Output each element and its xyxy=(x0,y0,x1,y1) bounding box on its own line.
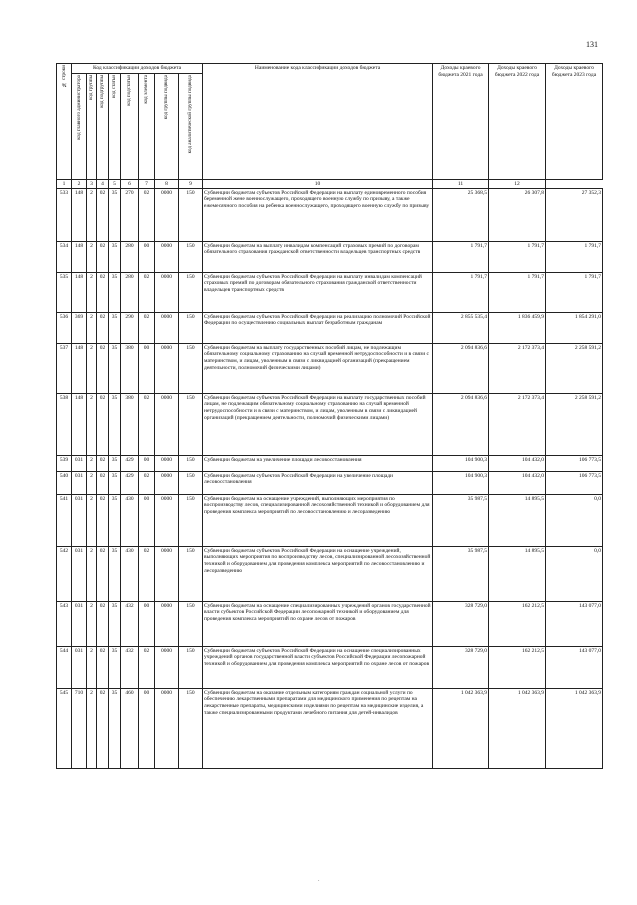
value-2021: 35 987,5 xyxy=(433,495,489,547)
row-number: 537 xyxy=(57,344,72,394)
value-2022: 162 212,5 xyxy=(489,647,546,689)
revenue-name: Субвенции бюджетам субъектов Российской Федерации на оснащение специализированных учреждений органов государственной власти субъектов Российской Федерации лесопожарной техникой и оборудованием для проведения комплекса мероприятий по охране лесов от пожаров xyxy=(203,647,433,689)
row-number: 544 xyxy=(57,647,72,689)
code-analytic-group: 150 xyxy=(179,394,203,456)
code-group: 2 xyxy=(87,689,97,769)
code-admin: 031 xyxy=(72,456,87,472)
code-admin: 031 xyxy=(72,602,87,647)
col-number: 2 xyxy=(72,180,87,189)
code-admin: 148 xyxy=(72,242,87,273)
code-analytic-group: 150 xyxy=(179,242,203,273)
code-subtype-group: 0000 xyxy=(155,472,179,495)
header-year-2021: Доходы краевого бюджета 2021 года xyxy=(433,64,489,180)
code-element: 00 xyxy=(139,689,155,769)
budget-revenue-table xyxy=(56,63,603,769)
code-subarticle: 380 xyxy=(121,344,139,394)
code-analytic-group: 150 xyxy=(179,495,203,547)
col-number: 11 xyxy=(433,180,489,189)
code-article: 35 xyxy=(109,547,121,602)
row-number: 534 xyxy=(57,242,72,273)
code-analytic-group: 150 xyxy=(179,547,203,602)
row-number: 538 xyxy=(57,394,72,456)
code-article: 35 xyxy=(109,242,121,273)
revenue-name: Субвенции бюджетам на выплату государственных пособий лицам, не подлежащим обязательному социальному страхованию на случай временной нетрудоспособности и в связи с материнством, и лицам, уволенным в связи с ликвидацией организаций (прекращением деятельности, полномочий физическими лицами) xyxy=(203,344,433,394)
code-subtype-group: 0000 xyxy=(155,313,179,344)
revenue-name: Субвенции бюджетам субъектов Российской Федерации на реализацию полномочий Российской Федерации по осуществлению социальных выплат безработным гражданам xyxy=(203,313,433,344)
code-subgroup: 02 xyxy=(97,394,109,456)
code-article: 35 xyxy=(109,647,121,689)
code-article: 35 xyxy=(109,344,121,394)
value-2022: 1 791,7 xyxy=(489,273,546,313)
col-number: 4 xyxy=(97,180,109,189)
code-group: 2 xyxy=(87,344,97,394)
col-number: 5 xyxy=(109,180,121,189)
code-element: 00 xyxy=(139,456,155,472)
code-group: 2 xyxy=(87,313,97,344)
value-2021: 2 855 535,4 xyxy=(433,313,489,344)
value-2023: 2 258 591,2 xyxy=(546,344,603,394)
code-group: 2 xyxy=(87,547,97,602)
value-2022: 162 212,5 xyxy=(489,602,546,647)
code-group: 2 xyxy=(87,242,97,273)
code-article: 35 xyxy=(109,456,121,472)
value-2021: 2 094 836,6 xyxy=(433,344,489,394)
value-2021: 1 791,7 xyxy=(433,242,489,273)
code-article: 35 xyxy=(109,472,121,495)
row-number: 533 xyxy=(57,189,72,242)
row-number: 541 xyxy=(57,495,72,547)
code-article: 35 xyxy=(109,273,121,313)
code-article: 35 xyxy=(109,689,121,769)
code-group: 2 xyxy=(87,495,97,547)
value-2023: 0,0 xyxy=(546,547,603,602)
code-element: 00 xyxy=(139,495,155,547)
code-admin: 710 xyxy=(72,689,87,769)
value-2022: 1 836 459,9 xyxy=(489,313,546,344)
code-element: 00 xyxy=(139,602,155,647)
code-subarticle: 429 xyxy=(121,472,139,495)
code-article: 35 xyxy=(109,495,121,547)
value-2022: 104 432,0 xyxy=(489,456,546,472)
code-group: 2 xyxy=(87,472,97,495)
header-code-group: Код классификации доходов бюджета xyxy=(72,64,203,74)
table-row xyxy=(57,313,603,344)
value-2021: 1 042 363,9 xyxy=(433,689,489,769)
value-2022: 14 895,5 xyxy=(489,495,546,547)
value-2022: 26 307,8 xyxy=(489,189,546,242)
col-number: 9 xyxy=(179,180,203,189)
code-subarticle: 380 xyxy=(121,394,139,456)
code-subgroup: 02 xyxy=(97,602,109,647)
row-number: 536 xyxy=(57,313,72,344)
value-2021: 25 368,5 xyxy=(433,189,489,242)
col-number: 10 xyxy=(203,180,433,189)
code-analytic-group: 150 xyxy=(179,647,203,689)
code-element: 02 xyxy=(139,647,155,689)
value-2023: 106 773,5 xyxy=(546,472,603,495)
col-number: 1 xyxy=(57,180,72,189)
table-row xyxy=(57,344,603,394)
header-code-element: код элемента xyxy=(139,74,155,180)
code-admin: 031 xyxy=(72,495,87,547)
value-2023: 143 077,0 xyxy=(546,647,603,689)
col-number: 7 xyxy=(139,180,155,189)
value-2023: 27 352,3 xyxy=(546,189,603,242)
revenue-name: Субвенции бюджетам субъектов Российской Федерации на выплату единовременного пособия беременной жене военнослужащего, проходящего военную службу по призыву, а также ежемесячного пособия на ребенка военнослужащего, проходящего военную службу по призыву xyxy=(203,189,433,242)
header-code-subarticle: код подстатьи xyxy=(121,74,139,180)
code-subtype-group: 0000 xyxy=(155,647,179,689)
code-subarticle: 270 xyxy=(121,189,139,242)
code-subarticle: 432 xyxy=(121,647,139,689)
table-row xyxy=(57,472,603,495)
column-number-row xyxy=(57,180,603,189)
header-code-analytic-group: код аналитической группы подвида xyxy=(179,74,203,180)
code-element: 02 xyxy=(139,189,155,242)
table-row xyxy=(57,242,603,273)
code-subarticle: 280 xyxy=(121,273,139,313)
code-subtype-group: 0000 xyxy=(155,689,179,769)
value-2022: 2 172 373,4 xyxy=(489,394,546,456)
col-number: 12 xyxy=(489,180,546,189)
revenue-name: Субвенции бюджетам на выплату инвалидам компенсаций страховых премий по договорам обязательного страхования гражданской ответственности владельцев транспортных средств xyxy=(203,242,433,273)
code-subgroup: 02 xyxy=(97,472,109,495)
code-analytic-group: 150 xyxy=(179,313,203,344)
code-group: 2 xyxy=(87,647,97,689)
value-2023: 1 791,7 xyxy=(546,273,603,313)
col-number: 6 xyxy=(121,180,139,189)
table-row xyxy=(57,689,603,769)
code-element: 02 xyxy=(139,313,155,344)
table-row xyxy=(57,495,603,547)
revenue-name: Субвенции бюджетам на увеличение площади лесовосстановления xyxy=(203,456,433,472)
code-admin: 369 xyxy=(72,313,87,344)
code-admin: 148 xyxy=(72,394,87,456)
code-subarticle: 429 xyxy=(121,456,139,472)
code-element: 02 xyxy=(139,547,155,602)
code-element: 00 xyxy=(139,344,155,394)
value-2021: 328 729,0 xyxy=(433,647,489,689)
code-admin: 031 xyxy=(72,647,87,689)
table-row xyxy=(57,547,603,602)
col-number: 3 xyxy=(87,180,97,189)
header-code-admin: код главного администратора xyxy=(72,74,87,180)
revenue-name: Субвенции бюджетам на оснащение учреждений, выполняющих мероприятия по воспроизводству лесов, специализированной лесохозяйственной техникой и оборудованием для проведения комплекса мероприятий по лесовосстановлению и лесоразведению xyxy=(203,495,433,547)
table-row xyxy=(57,273,603,313)
value-2021: 104 900,3 xyxy=(433,456,489,472)
row-number: 543 xyxy=(57,602,72,647)
code-subgroup: 02 xyxy=(97,547,109,602)
page-mark: . xyxy=(318,877,320,883)
table-row xyxy=(57,189,603,242)
table-row xyxy=(57,456,603,472)
code-subgroup: 02 xyxy=(97,273,109,313)
row-number: 545 xyxy=(57,689,72,769)
code-subgroup: 02 xyxy=(97,313,109,344)
value-2022: 104 432,0 xyxy=(489,472,546,495)
code-subtype-group: 0000 xyxy=(155,495,179,547)
code-analytic-group: 150 xyxy=(179,456,203,472)
value-2022: 2 172 373,4 xyxy=(489,344,546,394)
code-analytic-group: 150 xyxy=(179,273,203,313)
value-2023: 106 773,5 xyxy=(546,456,603,472)
row-number: 542 xyxy=(57,547,72,602)
code-subarticle: 290 xyxy=(121,313,139,344)
revenue-name: Субвенции бюджетам субъектов Российской Федерации на выплату инвалидам компенсаций страховых премий по договорам обязательного страхования гражданской ответственности владельцев транспортных средств xyxy=(203,273,433,313)
value-2021: 35 987,5 xyxy=(433,547,489,602)
header-year-2023: Доходы краевого бюджета 2023 года xyxy=(546,64,603,180)
value-2021: 2 094 836,6 xyxy=(433,394,489,456)
value-2021: 1 791,7 xyxy=(433,273,489,313)
code-admin: 148 xyxy=(72,189,87,242)
table-row xyxy=(57,647,603,689)
code-group: 2 xyxy=(87,189,97,242)
code-subarticle: 430 xyxy=(121,547,139,602)
code-subgroup: 02 xyxy=(97,242,109,273)
code-subgroup: 02 xyxy=(97,189,109,242)
value-2022: 1 791,7 xyxy=(489,242,546,273)
code-subarticle: 432 xyxy=(121,602,139,647)
value-2023: 2 258 591,2 xyxy=(546,394,603,456)
code-subtype-group: 0000 xyxy=(155,394,179,456)
code-subgroup: 02 xyxy=(97,689,109,769)
code-element: 02 xyxy=(139,273,155,313)
code-article: 35 xyxy=(109,602,121,647)
code-group: 2 xyxy=(87,394,97,456)
header-row-number: № строки xyxy=(57,64,72,180)
revenue-name: Субвенции бюджетам на оказание отдельным категориям граждан социальной услуги по обеспечению лекарственными препаратами для медицинского применения по рецептам на лекарственные препараты, медицинскими изделиями по рецептам на медицинские изделия, а также специализированными продуктами лечебного питания для детей-инвалидов xyxy=(203,689,433,769)
header-year-2022: Доходы краевого бюджета 2022 года xyxy=(489,64,546,180)
code-admin: 031 xyxy=(72,472,87,495)
code-subarticle: 460 xyxy=(121,689,139,769)
code-group: 2 xyxy=(87,602,97,647)
code-subtype-group: 0000 xyxy=(155,189,179,242)
revenue-name: Субвенции бюджетам субъектов Российской Федерации на увеличение площади лесовосстановления xyxy=(203,472,433,495)
code-article: 35 xyxy=(109,394,121,456)
code-subarticle: 430 xyxy=(121,495,139,547)
page-number: 131 xyxy=(586,40,598,49)
code-analytic-group: 150 xyxy=(179,344,203,394)
code-subgroup: 02 xyxy=(97,647,109,689)
code-analytic-group: 150 xyxy=(179,689,203,769)
code-element: 00 xyxy=(139,242,155,273)
header-name: Наименование кода классификации доходов бюджета xyxy=(203,64,433,180)
value-2023: 0,0 xyxy=(546,495,603,547)
header-code-article: код статьи xyxy=(109,74,121,180)
code-subgroup: 02 xyxy=(97,344,109,394)
code-analytic-group: 150 xyxy=(179,602,203,647)
code-analytic-group: 150 xyxy=(179,472,203,495)
value-2023: 1 042 363,9 xyxy=(546,689,603,769)
code-analytic-group: 150 xyxy=(179,189,203,242)
code-admin: 031 xyxy=(72,547,87,602)
code-element: 02 xyxy=(139,394,155,456)
code-subtype-group: 0000 xyxy=(155,344,179,394)
revenue-name: Субвенции бюджетам субъектов Российской Федерации на выплату государственных пособий лицам, не подлежащим обязательному социальному страхованию на случай временной нетрудоспособности и в связи с материнством, и лицам, уволенным в связи с ликвидацией организаций (прекращением деятельности, полномочий физическими лицами) xyxy=(203,394,433,456)
code-subtype-group: 0000 xyxy=(155,273,179,313)
code-group: 2 xyxy=(87,456,97,472)
code-subgroup: 02 xyxy=(97,456,109,472)
row-number: 540 xyxy=(57,472,72,495)
value-2022: 14 895,5 xyxy=(489,547,546,602)
code-subtype-group: 0000 xyxy=(155,602,179,647)
col-number: 8 xyxy=(155,180,179,189)
value-2023: 143 077,0 xyxy=(546,602,603,647)
value-2021: 328 729,0 xyxy=(433,602,489,647)
value-2021: 104 900,3 xyxy=(433,472,489,495)
revenue-name: Субвенции бюджетам субъектов Российской Федерации на оснащение учреждений, выполняющих мероприятия по воспроизводству лесов, специализированной лесохозяйственной техникой и оборудованием для проведения комплекса мероприятий по лесовосстановлению и лесоразведению xyxy=(203,547,433,602)
code-article: 35 xyxy=(109,313,121,344)
revenue-name: Субвенции бюджетам на оснащение специализированных учреждений органов государственной власти субъектов Российской Федерации лесопожарной техникой и оборудованием для проведения комплекса мероприятий по охране лесов от пожаров xyxy=(203,602,433,647)
header-code-group-col: код группы xyxy=(87,74,97,180)
code-element: 02 xyxy=(139,472,155,495)
code-article: 35 xyxy=(109,189,121,242)
code-subtype-group: 0000 xyxy=(155,456,179,472)
value-2022: 1 042 363,9 xyxy=(489,689,546,769)
row-number: 539 xyxy=(57,456,72,472)
code-subtype-group: 0000 xyxy=(155,242,179,273)
code-admin: 148 xyxy=(72,273,87,313)
header-code-subgroup: код подгруппы xyxy=(97,74,109,180)
table-row xyxy=(57,602,603,647)
code-subgroup: 02 xyxy=(97,495,109,547)
code-admin: 148 xyxy=(72,344,87,394)
value-2023: 1 791,7 xyxy=(546,242,603,273)
code-group: 2 xyxy=(87,273,97,313)
code-subtype-group: 0000 xyxy=(155,547,179,602)
row-number: 535 xyxy=(57,273,72,313)
table-row xyxy=(57,394,603,456)
code-subarticle: 280 xyxy=(121,242,139,273)
value-2023: 1 854 291,0 xyxy=(546,313,603,344)
header-code-subtype-group: код группы подвида xyxy=(155,74,179,180)
